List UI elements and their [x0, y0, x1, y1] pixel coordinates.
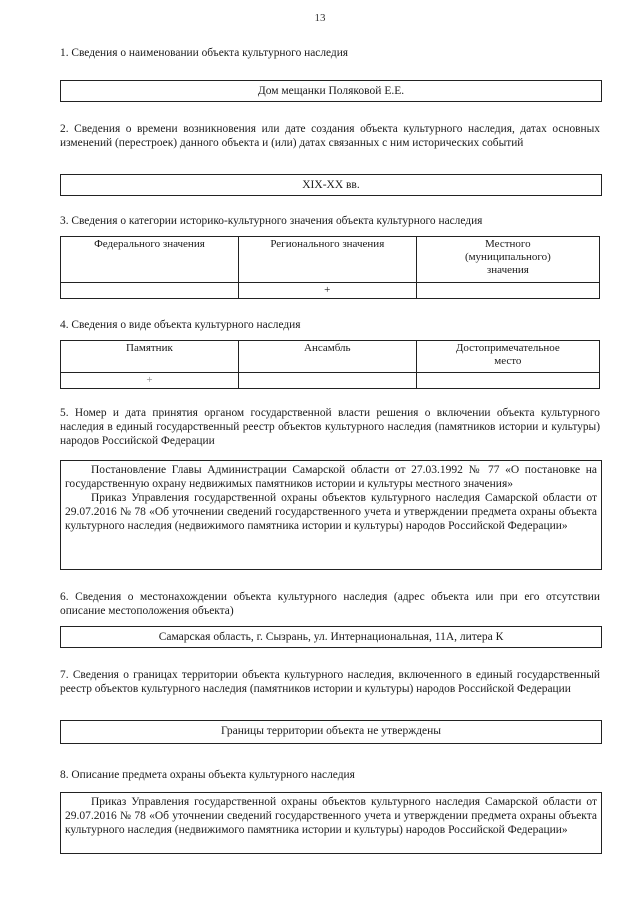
protection-subject-box — [60, 792, 602, 854]
column-federal: Федерального значения — [61, 237, 239, 283]
section-3-heading: 3. Сведения о категории историко-культурного значения объекта культурного наследия — [60, 215, 483, 227]
mark-landmark — [416, 373, 599, 389]
protection-paragraph: Приказ Управления государственной охраны объектов культурного наследия Самарской области от 29.07.2016 № 78 «Об уточнении сведений государственного учета и утверждении предмета охраны объекта культурного наследия (недвижимого памятника истории и культуры) народов Российской Федерации» — [65, 796, 597, 836]
mark-federal — [61, 283, 239, 299]
section-5-heading: 5. Номер и дата принятия органом государственной власти решения о включении объекта культурного наследия в единый государственный реестр объектов культурного наследия (памятников истории и культуры) народов Российской Федерации — [60, 407, 600, 447]
creation-date-box: XIX-XX вв. — [60, 174, 602, 196]
mark-local — [416, 283, 599, 299]
mark-monument: + — [61, 373, 239, 389]
section-2-heading: 2. Сведения о времени возникновения или дате создания объекта культурного наследия, датах основных изменений (перестроек) данного объекта и (или) датах связанных с ним исторических событий — [60, 123, 600, 149]
mark-ensemble — [238, 373, 416, 389]
object-type-table — [60, 340, 600, 389]
section-1-heading: 1. Сведения о наименовании объекта культурного наследия — [60, 47, 349, 59]
section-7-heading: 7. Сведения о границах территории объекта культурного наследия, включенного в единый государственный реестр объектов культурного наследия (памятников истории и культуры) народов Российской Федерации — [60, 669, 600, 695]
mark-regional: + — [238, 283, 416, 299]
section-4-heading: 4. Сведения о виде объекта культурного наследия — [60, 319, 301, 331]
column-ensemble: Ансамбль — [238, 341, 416, 373]
registry-decision-box — [60, 460, 602, 570]
column-monument: Памятник — [61, 341, 239, 373]
column-landmark: Достопримечательное место — [416, 341, 599, 373]
decision-paragraph-1: Постановление Главы Администрации Самарской области от 27.03.1992 № 77 «О постановке на государственную охрану недвижимых памятников истории и культуры местного значения» — [65, 464, 597, 490]
territory-box: Границы территории объекта не утверждены — [60, 720, 602, 744]
column-regional: Регионального значения — [238, 237, 416, 283]
category-table — [60, 236, 600, 299]
section-8-heading: 8. Описание предмета охраны объекта культурного наследия — [60, 769, 355, 781]
address-box: Самарская область, г. Сызрань, ул. Интернациональная, 11А, литера К — [60, 626, 602, 648]
object-name-box: Дом мещанки Поляковой Е.Е. — [60, 80, 602, 102]
decision-paragraph-2: Приказ Управления государственной охраны объектов культурного наследия Самарской области от 29.07.2016 № 78 «Об уточнении сведений государственного учета и утверждении предмета охраны объекта культурного наследия (недвижимого памятника истории и культуры) народов Российской Федерации» — [65, 492, 597, 532]
page-number: 13 — [314, 12, 326, 24]
column-local: Местного (муниципального) значения — [416, 237, 599, 283]
section-6-heading: 6. Сведения о местонахождении объекта культурного наследия (адрес объекта или при его отсутствии описание местоположения объекта) — [60, 591, 600, 617]
